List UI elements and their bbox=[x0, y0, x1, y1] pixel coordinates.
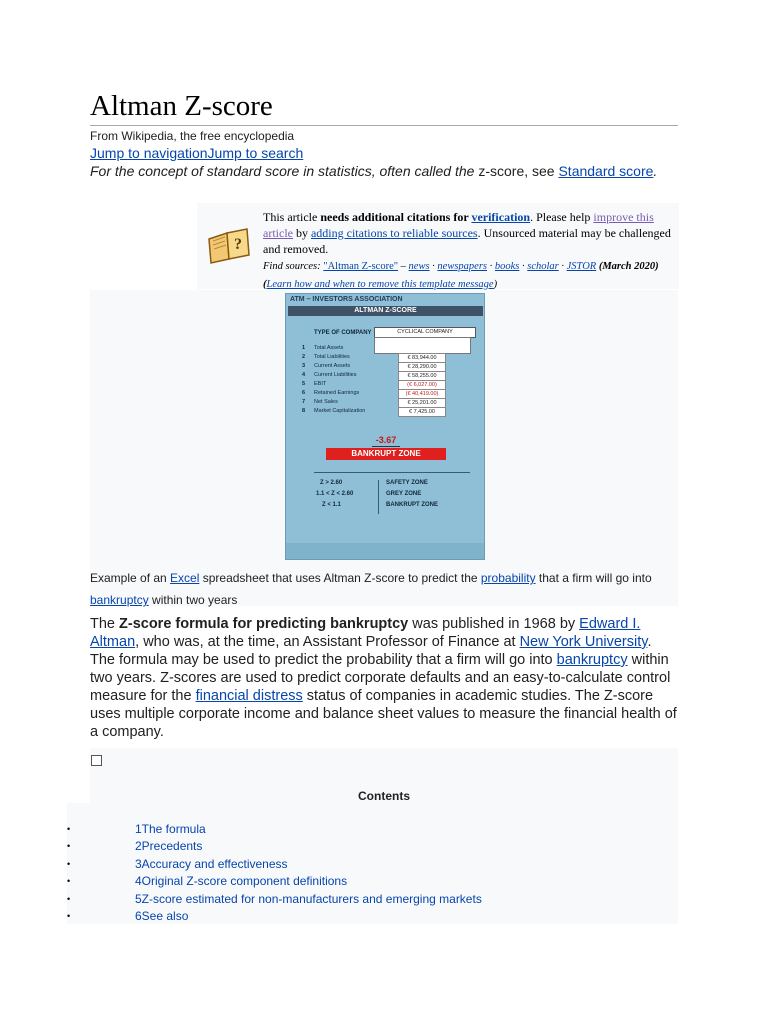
learn-template-link[interactable]: Learn how and when to remove this template message bbox=[266, 279, 494, 290]
hatnote-end: . bbox=[653, 163, 658, 179]
row-value: € 7,425.00 bbox=[398, 407, 446, 417]
nyu-link[interactable]: New York University bbox=[519, 634, 648, 650]
notice-text: by bbox=[292, 226, 311, 240]
site-tagline: From Wikipedia, the free encyclopedia bbox=[90, 129, 295, 143]
toc-link-precedents[interactable]: 2Precedents bbox=[135, 839, 203, 854]
figure-row bbox=[302, 372, 357, 378]
caption-text: that a firm will go into bbox=[535, 571, 652, 585]
toc-link-component-definitions[interactable]: 4Original Z-score component definitions bbox=[135, 874, 348, 889]
hatnote-text: For the concept of standard score in statistics, often called the bbox=[90, 163, 475, 179]
zone-name: SAFETY ZONE bbox=[386, 480, 428, 486]
figure-header: ATM – INVESTORS ASSOCIATION bbox=[290, 296, 403, 303]
standard-score-link[interactable]: Standard score bbox=[558, 163, 654, 179]
bullet-icon: • bbox=[67, 858, 71, 869]
financial-distress-link[interactable]: financial distress bbox=[195, 688, 303, 704]
row-number: 6 bbox=[302, 390, 306, 396]
toc-item bbox=[67, 873, 678, 890]
figure-row bbox=[302, 363, 350, 369]
toc-item bbox=[67, 856, 678, 873]
notice-bold: needs additional citations for bbox=[320, 210, 472, 224]
jstor-link[interactable]: JSTOR bbox=[566, 261, 597, 272]
verification-link[interactable]: verification bbox=[471, 210, 531, 224]
zscore-spreadsheet-image[interactable] bbox=[285, 293, 485, 560]
image-caption bbox=[90, 567, 670, 611]
zscore-value: -3.67 bbox=[372, 435, 400, 447]
books-link[interactable]: books bbox=[494, 261, 520, 272]
toc-item bbox=[67, 891, 678, 908]
caption-text: Example of an bbox=[90, 571, 171, 585]
zone-legend-table bbox=[314, 480, 470, 514]
para-text: was published in 1968 by bbox=[408, 616, 580, 632]
hatnote-term: z-score, see bbox=[474, 163, 559, 179]
separator: · bbox=[558, 261, 567, 272]
row-value: € 28,290.00 bbox=[398, 362, 446, 372]
find-sources-line bbox=[263, 261, 659, 290]
row-number: 3 bbox=[302, 363, 306, 369]
notice-date: (March 2020) ( bbox=[263, 261, 659, 290]
bullet-icon: • bbox=[67, 841, 71, 852]
row-label: Current Assets bbox=[314, 363, 351, 369]
bullet-icon: • bbox=[67, 824, 71, 834]
row-label: Total Assets bbox=[314, 345, 344, 351]
jump-links bbox=[90, 145, 303, 161]
figure-row bbox=[302, 354, 350, 360]
figure-row bbox=[302, 345, 343, 351]
bullet-icon: • bbox=[67, 876, 71, 887]
bankruptcy-link[interactable]: bankruptcy bbox=[556, 652, 628, 668]
citation-notice-text bbox=[263, 209, 677, 293]
toc-link-the-formula[interactable]: 1The formula bbox=[135, 822, 206, 836]
row-label: EBIT bbox=[314, 381, 327, 387]
find-sources-label: Find sources: bbox=[263, 261, 324, 272]
row-number: 5 bbox=[302, 381, 306, 387]
figure-row bbox=[302, 399, 338, 405]
toc-box-notch bbox=[67, 748, 90, 803]
query-link[interactable]: "Altman Z-score" bbox=[323, 261, 399, 272]
toc-item bbox=[67, 838, 678, 855]
company-type-dropdown bbox=[374, 337, 471, 354]
row-label: Market Capitalization bbox=[314, 408, 366, 414]
zone-name: GREY ZONE bbox=[386, 491, 422, 497]
row-label: Current Liabilities bbox=[314, 372, 357, 378]
company-type-select: CYCLICAL COMPANY bbox=[374, 327, 476, 338]
notice-text: This article bbox=[263, 210, 321, 224]
toc-list bbox=[67, 821, 678, 925]
company-type-label: TYPE OF COMPANY bbox=[314, 330, 372, 336]
para-text: status of companies in academic studies. The Z-score uses multiple corporate income and balance sheet values to measure the financial health of a company. bbox=[90, 688, 677, 740]
zone-table-divider bbox=[378, 480, 379, 514]
figure-row bbox=[302, 408, 365, 414]
excel-link[interactable]: Excel bbox=[170, 571, 200, 585]
book-question-icon bbox=[205, 225, 253, 265]
separator: · bbox=[487, 261, 495, 272]
para-text: , who was, at the time, an Assistant Professor of Finance at bbox=[135, 634, 520, 650]
notice-text: . Unsourced material may be challenged and removed. bbox=[263, 226, 671, 256]
bankruptcy-link[interactable]: bankruptcy bbox=[90, 593, 149, 607]
bullet-icon: • bbox=[67, 910, 71, 921]
row-number: 8 bbox=[302, 408, 306, 414]
adding-citations-link[interactable]: adding citations to reliable sources bbox=[310, 226, 478, 240]
figure-footer bbox=[286, 543, 484, 559]
notice-close: ) bbox=[493, 279, 498, 290]
jump-to-search-link[interactable]: Jump to search bbox=[207, 145, 304, 161]
row-number: 7 bbox=[302, 399, 306, 405]
separator: – bbox=[398, 261, 409, 272]
edward-altman-link[interactable]: Edward I. Altman bbox=[90, 616, 641, 650]
para-text: . The formula may be used to predict the probability that a firm will go into bbox=[90, 634, 652, 668]
zone-name: BANKRUPT ZONE bbox=[386, 502, 438, 508]
figure-subheader: ALTMAN Z-SCORE bbox=[288, 306, 483, 316]
caption-text: within two years bbox=[148, 593, 238, 607]
figure-divider bbox=[314, 472, 470, 473]
toc-link-see-also[interactable]: 6See also bbox=[135, 908, 189, 923]
page-title: Altman Z-score bbox=[90, 90, 273, 122]
svg-text:?: ? bbox=[234, 236, 242, 253]
row-number: 2 bbox=[302, 354, 306, 360]
hatnote bbox=[90, 162, 680, 180]
zscore-zone-badge: BANKRUPT ZONE bbox=[326, 448, 446, 460]
row-label: Total Liabilities bbox=[314, 354, 350, 360]
row-value: € 83,944.00 bbox=[398, 353, 446, 363]
title-divider bbox=[90, 125, 678, 126]
row-value: (€ 40,419.00) bbox=[398, 389, 446, 399]
para-text: The bbox=[90, 616, 120, 632]
row-value: (€ 6,027.00) bbox=[398, 380, 446, 390]
row-number: 4 bbox=[302, 372, 306, 378]
para-bold: Z-score formula for predicting bankruptcy bbox=[119, 616, 409, 632]
bullet-icon: • bbox=[67, 893, 71, 904]
zone-condition: Z < 1.1 bbox=[322, 502, 341, 508]
toc-title: Contents bbox=[358, 789, 410, 803]
row-label: Retained Earnings bbox=[314, 390, 360, 396]
para-text: within two years. Z-scores are used to predict corporate defaults and an easy-to-calculate control measure for the bbox=[90, 652, 671, 704]
row-label: Net Sales bbox=[314, 399, 338, 405]
intro-paragraph bbox=[90, 615, 680, 741]
toc-item bbox=[67, 821, 678, 838]
separator: · bbox=[519, 261, 528, 272]
probability-link[interactable]: probability bbox=[480, 571, 536, 585]
figure-row bbox=[302, 381, 326, 387]
zone-condition: 1.1 < Z < 2.60 bbox=[316, 491, 354, 497]
caption-text: spreadsheet that uses Altman Z-score to predict the bbox=[199, 571, 481, 585]
row-value: € 58,255.00 bbox=[398, 371, 446, 381]
toc-item bbox=[67, 908, 678, 925]
news-link[interactable]: news bbox=[408, 261, 430, 272]
row-number: 1 bbox=[302, 345, 306, 351]
figure-row bbox=[302, 390, 359, 396]
jump-to-navigation-link[interactable]: Jump to navigation bbox=[90, 145, 208, 161]
separator: · bbox=[429, 261, 438, 272]
zone-condition: Z > 2.60 bbox=[320, 480, 343, 486]
notice-text: . Please help bbox=[530, 210, 594, 224]
scholar-link[interactable]: scholar bbox=[527, 261, 559, 272]
newspapers-link[interactable]: newspapers bbox=[437, 261, 488, 272]
toc-toggle-checkbox[interactable] bbox=[91, 755, 102, 766]
toc-link-non-manufacturers[interactable]: 5Z-score estimated for non-manufacturers and emerging markets bbox=[135, 891, 482, 906]
toc-link-accuracy[interactable]: 3Accuracy and effectiveness bbox=[135, 856, 288, 871]
improve-article-link[interactable]: improve this article bbox=[263, 210, 654, 240]
row-value: € 25,201.00 bbox=[398, 398, 446, 408]
